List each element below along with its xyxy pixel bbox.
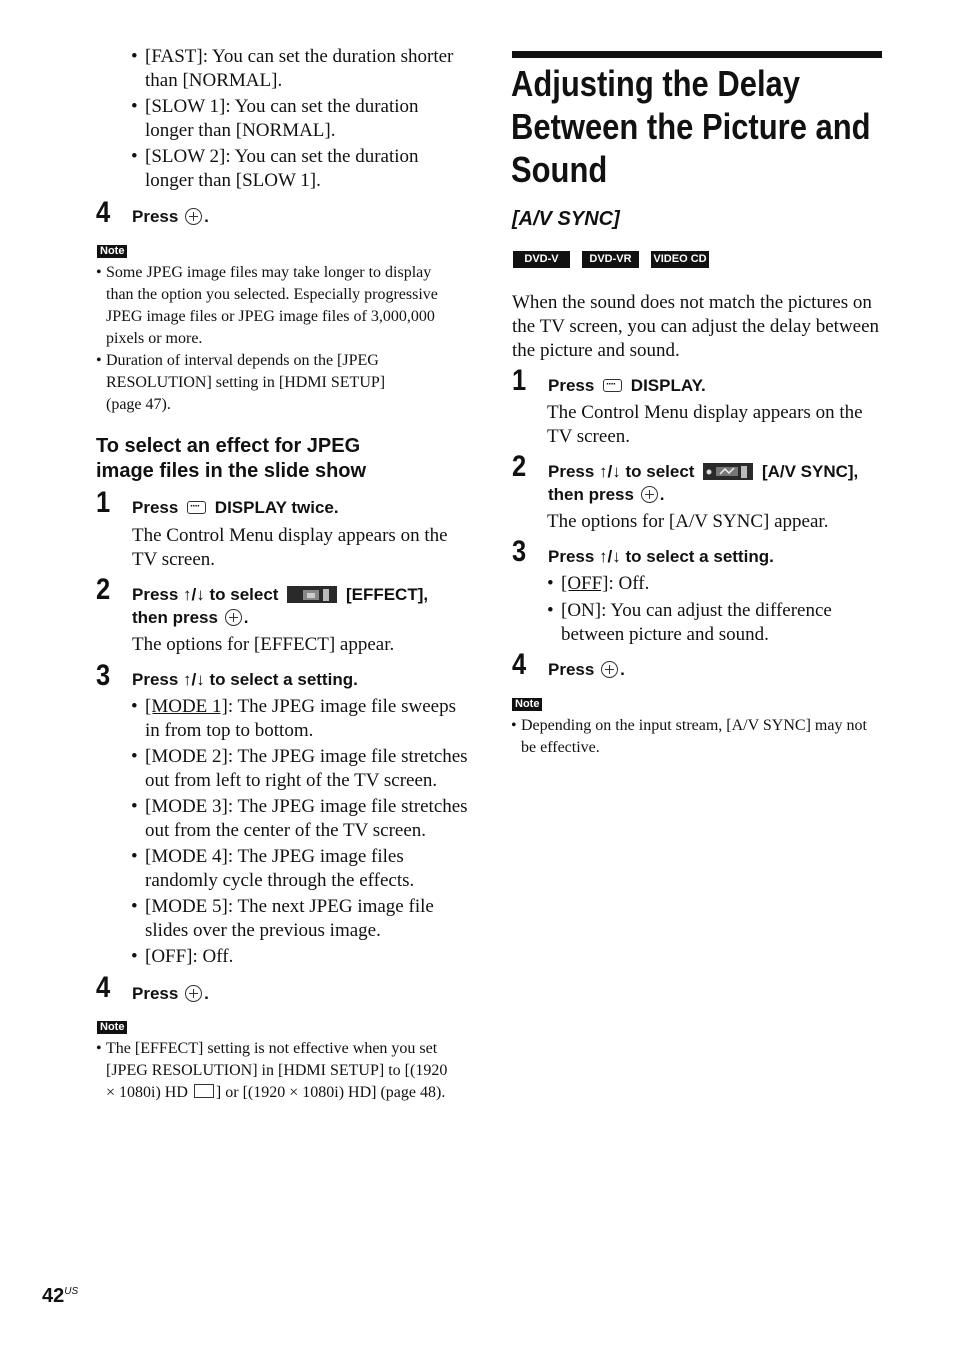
subheading-line: To select an effect for JPEG xyxy=(96,435,361,457)
list-item-line: out from the center of the TV screen. xyxy=(145,820,427,841)
default-option: [OFF] xyxy=(561,573,609,594)
list-item-line: slides over the previous image. xyxy=(145,920,381,941)
list-item: • [MODE 3]: The JPEG image file stretches out from the center of the TV screen. xyxy=(131,796,468,841)
step-text: Press . xyxy=(132,207,209,226)
subheading-line: image files in the slide show xyxy=(96,460,367,482)
list-item-line: than [NORMAL]. xyxy=(145,70,283,91)
list-item: • [MODE 5]: The next JPEG image file slides over the previous image. xyxy=(131,896,434,941)
disc-badge: DVD-V xyxy=(513,251,570,268)
step-text xyxy=(132,583,428,606)
note-text: ] or [(1920 × 1080i) HD] (page 48). xyxy=(215,1084,446,1101)
step-label: then press xyxy=(548,485,634,504)
list-item-line: [SLOW 1]: You can set the duration xyxy=(145,96,419,117)
note-line: pixels or more. xyxy=(106,330,203,347)
list-item-line xyxy=(145,695,456,719)
description-line: TV screen. xyxy=(132,549,216,570)
intro-paragraph xyxy=(512,291,879,363)
list-item: • [SLOW 1]: You can set the duration longer than [NORMAL]. xyxy=(131,96,419,141)
note-badge: Note xyxy=(97,1021,127,1034)
step-text xyxy=(548,374,706,397)
step-label: [EFFECT], xyxy=(345,585,429,604)
enter-button-icon xyxy=(225,609,242,626)
step-text xyxy=(132,496,339,519)
list-item: • [ON]: You can adjust the difference between picture and sound. xyxy=(547,600,832,645)
step-text xyxy=(548,460,858,483)
step-label: Press xyxy=(132,498,179,517)
step-text: then press . xyxy=(548,485,665,504)
step-text: Press . xyxy=(132,984,209,1003)
note-line: Depending on the input stream, [A/V SYNC] may not xyxy=(521,717,867,734)
note-text: × 1080i) HD xyxy=(106,1084,188,1101)
note-line: than the option you selected. Especially progressive xyxy=(106,286,438,303)
step-label: Press ↑/↓ to select xyxy=(132,585,279,604)
step-label: Press xyxy=(548,376,595,395)
list-item-line: between picture and sound. xyxy=(561,624,769,645)
step-number: 1 xyxy=(96,486,111,519)
note-line: Some JPEG image files may take longer to display xyxy=(106,264,432,281)
page-title-line: Sound xyxy=(511,149,608,190)
step-description xyxy=(132,524,448,572)
step-label: Press xyxy=(132,207,179,226)
list-item-line: out from left to right of the TV screen. xyxy=(145,770,438,791)
intro-line: the TV screen, you can adjust the delay between xyxy=(512,316,880,337)
page-number-value: 42 xyxy=(42,1285,65,1307)
note-line: JPEG image files or JPEG image files of 3,000,000 xyxy=(106,308,435,325)
description-line: TV screen. xyxy=(547,426,631,447)
list-item-line: [MODE 2]: The JPEG image file stretches xyxy=(145,746,468,767)
note-line xyxy=(106,1082,445,1104)
display-button-icon xyxy=(187,501,206,514)
title-rule xyxy=(512,51,882,58)
list-item-line xyxy=(561,572,649,596)
list-item: • [OFF]: Off. xyxy=(547,573,650,594)
list-item: • [MODE 1]: The JPEG image file sweeps in from top to bottom. xyxy=(131,696,456,741)
disc-badge: DVD-VR xyxy=(582,251,639,268)
list-item-line: longer than [NORMAL]. xyxy=(145,120,336,141)
list-item: • [MODE 4]: The JPEG image files randomly cycle through the effects. xyxy=(131,846,415,891)
list-item-line: [MODE 4]: The JPEG image files xyxy=(145,846,404,867)
note-item: • Depending on the input stream, [A/V SYNC] may not be effective. xyxy=(511,715,886,759)
list-item-line: longer than [SLOW 1]. xyxy=(145,170,321,191)
note-line: The [EFFECT] setting is not effective when you set xyxy=(106,1040,438,1057)
enter-button-icon xyxy=(601,661,618,678)
step-label: Press ↑/↓ to select xyxy=(548,462,695,481)
step-label: Press xyxy=(548,660,595,679)
note-line: Duration of interval depends on the [JPEG xyxy=(106,352,379,369)
step-text: Press ↑/↓ to select a setting. xyxy=(548,547,774,566)
list-item-line: [OFF]: Off. xyxy=(145,946,234,967)
list-item-line: randomly cycle through the effects. xyxy=(145,870,415,891)
step-text: then press . xyxy=(132,608,249,627)
page-title-line: Between the Picture and xyxy=(511,106,871,147)
list-item: • [OFF]: Off. xyxy=(131,946,234,967)
list-item: • [FAST]: You can set the duration shorter than [NORMAL]. xyxy=(131,46,454,91)
note-item: • The [EFFECT] setting is not effective when you set [JPEG RESOLUTION] in [HDMI SETUP] to [(1920 × 1080i) HD ] or [(1920 × 1080i) HD] (page 48). xyxy=(96,1038,476,1104)
step-number: 3 xyxy=(512,535,527,568)
default-option: [MODE 1] xyxy=(145,696,228,717)
list-item-line: [SLOW 2]: You can set the duration xyxy=(145,146,419,167)
page-title-line: Adjusting the Delay xyxy=(511,63,801,104)
enter-button-icon xyxy=(185,208,202,225)
step-number: 4 xyxy=(96,971,111,1004)
step-label: [A/V SYNC], xyxy=(761,462,859,481)
list-item-line: [MODE 3]: The JPEG image file stretches xyxy=(145,796,468,817)
option-text: : The JPEG image file sweeps xyxy=(227,696,456,717)
note-item: • Some JPEG image files may take longer to display than the option you selected. Especially progressive JPEG image files or JPEG image files of 3,000,000 pixels or more. xyxy=(96,262,476,350)
step-description: The options for [EFFECT] appear. xyxy=(132,634,395,655)
list-item: • [SLOW 2]: You can set the duration longer than [SLOW 1]. xyxy=(131,146,419,191)
step-number: 1 xyxy=(512,364,527,397)
note-line: be effective. xyxy=(521,739,600,756)
note-line: [JPEG RESOLUTION] in [HDMI SETUP] to [(1920 xyxy=(106,1062,448,1079)
note-line: (page 47). xyxy=(106,396,171,413)
step-number: 2 xyxy=(512,450,527,483)
page-number xyxy=(42,1285,78,1308)
description-line: The Control Menu display appears on the xyxy=(547,402,863,423)
step-label: DISPLAY twice. xyxy=(214,498,339,517)
description-line: The Control Menu display appears on the xyxy=(132,525,448,546)
av-sync-menu-icon xyxy=(703,463,753,480)
list-item-line: in from top to bottom. xyxy=(145,720,314,741)
list-item-line: [ON]: You can adjust the difference xyxy=(561,600,832,621)
step-label: then press xyxy=(132,608,218,627)
list-item-line: [FAST]: You can set the duration shorter xyxy=(145,46,454,67)
step-text: Press ↑/↓ to select a setting. xyxy=(132,670,358,689)
note-badge: Note xyxy=(97,245,127,258)
step-text: Press . xyxy=(548,660,625,679)
enter-button-icon xyxy=(641,486,658,503)
page-number-suffix: US xyxy=(64,1286,79,1297)
step-number: 2 xyxy=(96,573,111,606)
note-line: RESOLUTION] setting in [HDMI SETUP] xyxy=(106,374,386,391)
hd-frame-icon xyxy=(194,1084,214,1098)
step-number: 4 xyxy=(96,196,111,229)
step-number: 3 xyxy=(96,659,111,692)
section-subtitle: [A/V SYNC] xyxy=(512,208,620,230)
display-button-icon xyxy=(603,379,622,392)
intro-line: the picture and sound. xyxy=(512,340,680,361)
effect-menu-icon xyxy=(287,586,337,603)
intro-line: When the sound does not match the pictures on xyxy=(512,292,872,313)
step-label: Press xyxy=(132,984,179,1003)
note-badge: Note xyxy=(512,698,542,711)
step-description: The options for [A/V SYNC] appear. xyxy=(547,511,829,532)
disc-badge: VIDEO CD xyxy=(651,251,709,268)
step-description xyxy=(547,401,863,449)
list-item-line: [MODE 5]: The next JPEG image file xyxy=(145,896,434,917)
step-number: 4 xyxy=(512,648,527,681)
list-item: • [MODE 2]: The JPEG image file stretches out from left to right of the TV screen. xyxy=(131,746,468,791)
option-text: : Off. xyxy=(608,573,650,594)
enter-button-icon xyxy=(185,985,202,1002)
step-label: DISPLAY. xyxy=(630,376,706,395)
section-subheading xyxy=(96,434,366,484)
note-item: • Duration of interval depends on the [JPEG RESOLUTION] setting in [HDMI SETUP] (page 47). xyxy=(96,350,476,416)
